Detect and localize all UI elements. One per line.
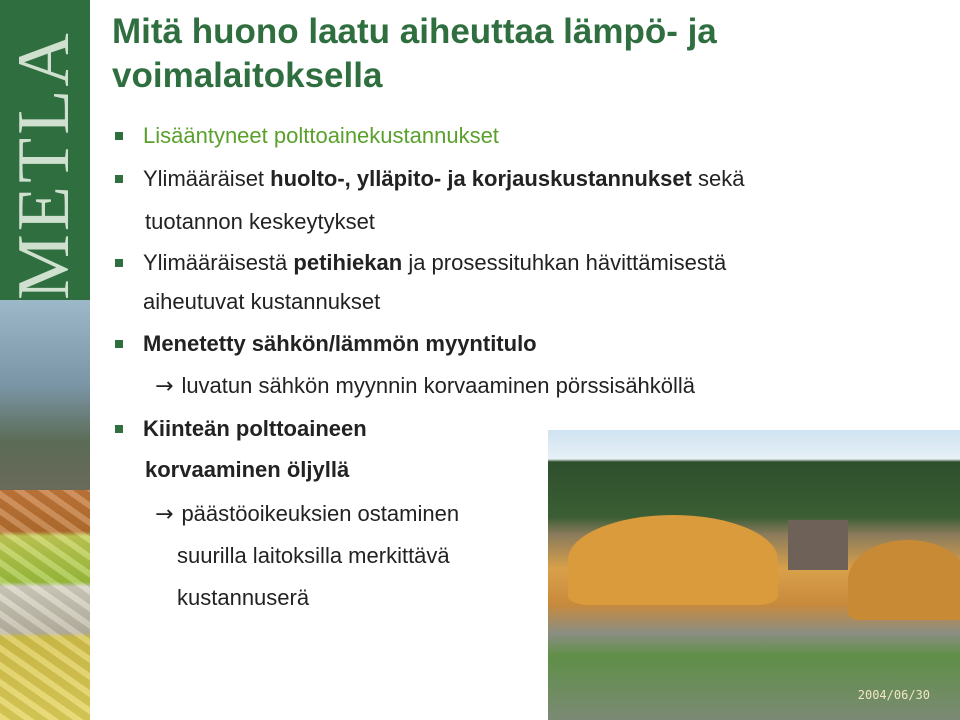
bullet-3 <box>143 247 726 279</box>
bullet-square-icon <box>115 175 123 183</box>
bullet-3-suffix: ja prosessituhkan hävittämisestä <box>402 250 727 275</box>
bullet-3-bold: petihiekan <box>293 250 403 275</box>
bullet-3-line2: aiheutuvat kustannukset <box>143 289 381 314</box>
bullet-5-sub <box>155 498 459 531</box>
forest-machine-photo <box>0 300 90 490</box>
bullet-2-text: Ylimääräiset <box>143 166 271 191</box>
metla-logo: METLA <box>3 30 85 300</box>
sidebar-banner <box>0 0 90 720</box>
arrow-right-icon: → <box>155 502 174 527</box>
bullet-2 <box>143 163 744 195</box>
power-plant-photo <box>548 430 960 720</box>
sawdust-pile <box>568 515 778 605</box>
bullet-2-suffix: sekä <box>691 166 745 191</box>
bullet-1: Lisääntyneet polttoainekustannukset <box>143 123 499 148</box>
bullet-square-icon <box>115 132 123 140</box>
bullet-3-text: Ylimääräisestä <box>143 250 294 275</box>
bullet-2-bold: huolto-, ylläpito- ja korjauskustannukset <box>270 166 692 191</box>
arrow-right-icon: → <box>155 374 174 399</box>
slide-title: Mitä huono laatu aiheuttaa lämpö- ja voimalaitoksella <box>112 12 717 95</box>
bullet-square-icon <box>115 340 123 348</box>
bullet-2-line2: tuotannon keskeytykset <box>145 209 375 234</box>
bullet-5-sub-line2: suurilla laitoksilla merkittävä <box>177 543 450 568</box>
bullet-square-icon <box>115 259 123 267</box>
bullet-4-sub <box>155 370 695 403</box>
plant-building <box>788 520 848 570</box>
bullet-5: Kiinteän polttoaineen <box>143 416 367 441</box>
photo-date-stamp: 2004/06/30 <box>857 688 930 702</box>
sawdust-pile <box>848 540 960 620</box>
bullet-5-sub-text: päästöoikeuksien ostaminen <box>181 501 460 526</box>
bullet-4: Menetetty sähkön/lämmön myyntitulo <box>143 331 537 356</box>
wood-chips-photo <box>0 490 90 720</box>
bullet-square-icon <box>115 425 123 433</box>
bullet-5-sub-line3: kustannuserä <box>177 585 310 610</box>
bullet-5-line2: korvaaminen öljyllä <box>145 457 350 482</box>
bullet-4-sub-text: luvatun sähkön myynnin korvaaminen pörssisähköllä <box>181 373 696 398</box>
